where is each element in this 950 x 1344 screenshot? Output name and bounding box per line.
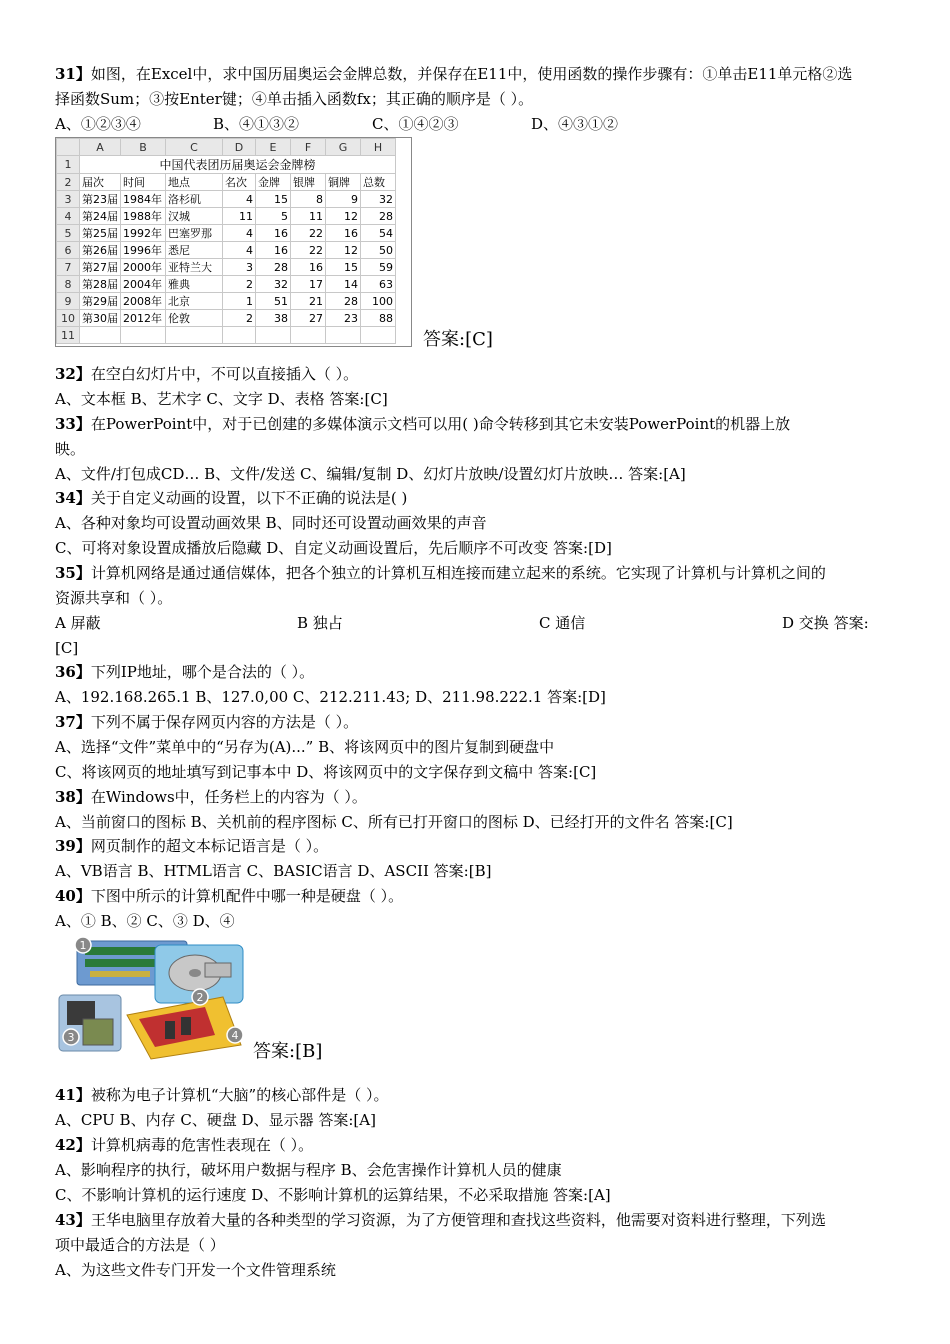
table-cell: 16	[326, 225, 361, 242]
table-cell: 28	[361, 208, 396, 225]
table-cell: 32	[361, 191, 396, 208]
table-cell: 第23届	[80, 191, 121, 208]
row-number: 3	[57, 191, 80, 208]
empty-cell	[361, 327, 396, 344]
question-text: 下列不属于保存网页内容的方法是（ ）。	[90, 713, 359, 731]
sheet-title: 中国代表团历届奥运会金牌榜	[80, 156, 396, 174]
table-cell: 15	[256, 191, 291, 208]
table-cell: 巴塞罗那	[166, 225, 223, 242]
table-cell: 亚特兰大	[166, 259, 223, 276]
q38-options: A、当前窗口的图标 B、关机前的程序图标 C、所有已打开窗口的图标 D、已经打开的文件名 答案:[C]	[55, 813, 733, 831]
q35-answer: [C]	[55, 639, 79, 657]
q32-stem	[55, 364, 358, 384]
question-text: 计算机病毒的危害性表现在（ ）。	[90, 1136, 314, 1154]
empty-cell	[80, 327, 121, 344]
col-header: C	[166, 139, 223, 156]
table-cell: 3	[223, 259, 256, 276]
table-cell: 14	[326, 276, 361, 293]
table-cell: 63	[361, 276, 396, 293]
q39-stem	[55, 836, 328, 856]
table-cell: 23	[326, 310, 361, 327]
q31-line2: 择函数Sum；③按Enter键；④单击插入函数fx；其正确的顺序是（ ）。	[55, 90, 534, 108]
table-cell: 16	[291, 259, 326, 276]
table-row	[57, 259, 396, 276]
table-cell: 2	[223, 276, 256, 293]
q41-options: A、CPU B、内存 C、硬盘 D、显示器 答案:[A]	[55, 1111, 376, 1129]
table-cell: 12	[326, 242, 361, 259]
table-cell: 4	[223, 191, 256, 208]
q35-option-c: C 通信	[539, 614, 586, 632]
q36-options: A、192.168.265.1 B、127.0,00 C、212.211.43; D、211.98.222.1 答案:[D]	[55, 688, 606, 706]
table-cell: 第24届	[80, 208, 121, 225]
table-cell: 2008年	[121, 293, 166, 310]
q37-options-ab: A、选择“文件”菜单中的“另存为(A)...” B、将该网页中的图片复制到硬盘中	[55, 738, 555, 756]
badge-2-label: 2	[196, 991, 204, 1004]
table-cell: 51	[256, 293, 291, 310]
table-cell: 15	[326, 259, 361, 276]
q37-options-cd: C、将该网页的地址填写到记事本中 D、将该网页中的文字保存到文稿中 答案:[C]	[55, 763, 597, 781]
table-cell: 洛杉矶	[166, 191, 223, 208]
q31-option-b: B、④①③②	[213, 115, 300, 133]
table-cell: 1984年	[121, 191, 166, 208]
q33-options: A、文件/打包成CD… B、文件/发送 C、编辑/复制 D、幻灯片放映/设置幻灯片放映… 答案:[A]	[55, 465, 686, 483]
excel-screenshot	[55, 137, 412, 347]
question-text: 关于自定义动画的设置，以下不正确的说法是( )	[90, 489, 408, 507]
q31-line1	[55, 64, 852, 84]
table-cell: 8	[291, 191, 326, 208]
q43-line2: 项中最适合的方法是（ ）	[55, 1236, 225, 1254]
row-number: 9	[57, 293, 80, 310]
q33-line1	[55, 414, 790, 434]
q34-stem	[55, 488, 407, 508]
table-cell: 22	[291, 225, 326, 242]
table-cell: 1988年	[121, 208, 166, 225]
table-cell: 22	[291, 242, 326, 259]
table-cell: 悉尼	[166, 242, 223, 259]
table-cell: 5	[256, 208, 291, 225]
header-cell: 总数	[361, 174, 396, 191]
q40-answer: 答案:[B]	[253, 1041, 323, 1062]
table-cell: 第25届	[80, 225, 121, 242]
empty-cell	[256, 327, 291, 344]
table-cell: 2012年	[121, 310, 166, 327]
q42-options-cd: C、不影响计算机的运行速度 D、不影响计算机的运算结果，不必采取措施 答案:[A]	[55, 1186, 611, 1204]
col-header: F	[291, 139, 326, 156]
table-cell: 11	[291, 208, 326, 225]
question-text: 下图中所示的计算机配件中哪一种是硬盘（ ）。	[90, 887, 404, 905]
empty-cell	[291, 327, 326, 344]
question-number: 37】	[55, 713, 91, 731]
table-row	[57, 276, 396, 293]
table-cell: 12	[326, 208, 361, 225]
question-text: 在PowerPoint中，对于已创建的多媒体演示文档可以用( )命令转移到其它未安装PowerPoint的机器上放	[90, 415, 791, 433]
table-cell: 28	[326, 293, 361, 310]
empty-cell	[121, 327, 166, 344]
header-cell: 地点	[166, 174, 223, 191]
question-number: 41】	[55, 1086, 91, 1104]
table-row	[57, 191, 396, 208]
question-number: 39】	[55, 837, 91, 855]
q36-stem	[55, 662, 314, 682]
q37-stem	[55, 712, 358, 732]
table-cell: 11	[223, 208, 256, 225]
table-cell: 88	[361, 310, 396, 327]
q38-stem	[55, 787, 367, 807]
col-header: B	[121, 139, 166, 156]
question-text: 被称为电子计算机“大脑”的核心部件是（ ）。	[90, 1086, 389, 1104]
empty-cell	[326, 327, 361, 344]
q35-line2: 资源共享和（ ）。	[55, 589, 173, 607]
table-cell: 59	[361, 259, 396, 276]
header-row	[57, 174, 396, 191]
question-text: 网页制作的超文本标记语言是（ ）。	[90, 837, 329, 855]
q32-options: A、文本框 B、艺术字 C、文字 D、表格 答案:[C]	[55, 390, 388, 408]
table-row	[57, 310, 396, 327]
question-text: 王华电脑里存放着大量的各种类型的学习资源，为了方便管理和查找这些资料，他需要对资料进行整理，下列选	[90, 1211, 826, 1229]
question-number: 34】	[55, 489, 91, 507]
header-cell: 时间	[121, 174, 166, 191]
q31-option-d: D、④③①②	[531, 115, 619, 133]
col-header: D	[223, 139, 256, 156]
question-number: 40】	[55, 887, 91, 905]
question-text: 计算机网络是通过通信媒体，把各个独立的计算机互相连接而建立起来的系统。它实现了计算机与计算机之间的	[90, 564, 826, 582]
question-text: 在空白幻灯片中，不可以直接插入（ ）。	[90, 365, 359, 383]
header-cell: 名次	[223, 174, 256, 191]
badge-4-label: 4	[231, 1029, 239, 1042]
q41-stem	[55, 1085, 388, 1105]
q35-option-b: B 独占	[297, 614, 343, 632]
question-text: 如图，在Excel中，求中国历届奥运会金牌总数，并保存在E11中，使用函数的操作步骤有：①单击E11单元格②选	[90, 65, 853, 83]
q31-answer: 答案:[C]	[423, 329, 493, 350]
row-number: 6	[57, 242, 80, 259]
table-cell: 1	[223, 293, 256, 310]
q31-option-c: C、①④②③	[372, 115, 459, 133]
question-number: 36】	[55, 663, 91, 681]
col-header: G	[326, 139, 361, 156]
table-cell: 汉城	[166, 208, 223, 225]
table-cell: 4	[223, 225, 256, 242]
q39-options: A、VB语言 B、HTML语言 C、BASIC语言 D、ASCII 答案:[B]	[55, 862, 492, 880]
row-number: 4	[57, 208, 80, 225]
question-number: 38】	[55, 788, 91, 806]
table-cell: 4	[223, 242, 256, 259]
empty-cell	[223, 327, 256, 344]
table-row	[57, 225, 396, 242]
q40-stem	[55, 886, 403, 906]
badge-1-label: 1	[79, 939, 87, 952]
q35-option-d: D 交换 答案:	[782, 614, 869, 632]
q35-line1	[55, 563, 826, 583]
table-cell: 1996年	[121, 242, 166, 259]
question-number: 32】	[55, 365, 91, 383]
row-number: 8	[57, 276, 80, 293]
row-number: 7	[57, 259, 80, 276]
q33-line2: 映。	[55, 440, 86, 458]
table-cell: 100	[361, 293, 396, 310]
computer-parts-image	[55, 935, 245, 1060]
col-header: A	[80, 139, 121, 156]
excel-table	[56, 138, 396, 344]
table-cell: 2000年	[121, 259, 166, 276]
table-cell: 第26届	[80, 242, 121, 259]
table-cell: 16	[256, 242, 291, 259]
table-cell: 第27届	[80, 259, 121, 276]
motherboard-icon	[127, 997, 241, 1059]
question-number: 33】	[55, 415, 91, 433]
question-number: 43】	[55, 1211, 91, 1229]
table-cell: 17	[291, 276, 326, 293]
table-cell: 第30届	[80, 310, 121, 327]
table-cell: 1992年	[121, 225, 166, 242]
table-cell: 54	[361, 225, 396, 242]
q34-options-cd: C、可将对象设置成播放后隐藏 D、自定义动画设置后，先后顺序不可改变 答案:[D]	[55, 539, 612, 557]
row-number: 5	[57, 225, 80, 242]
q42-stem	[55, 1135, 313, 1155]
row-number: 2	[57, 174, 80, 191]
table-cell: 27	[291, 310, 326, 327]
header-cell: 银牌	[291, 174, 326, 191]
question-number: 42】	[55, 1136, 91, 1154]
header-cell: 铜牌	[326, 174, 361, 191]
header-cell: 届次	[80, 174, 121, 191]
table-cell: 16	[256, 225, 291, 242]
row-number: 1	[57, 156, 80, 174]
header-cell: 金牌	[256, 174, 291, 191]
q35-option-a: A 屏蔽	[55, 614, 101, 632]
q34-options-ab: A、各种对象均可设置动画效果 B、同时还可设置动画效果的声音	[55, 514, 487, 532]
q40-options: A、① B、② C、③ D、④	[55, 912, 235, 930]
question-number: 35】	[55, 564, 91, 582]
table-cell: 雅典	[166, 276, 223, 293]
table-cell: 2	[223, 310, 256, 327]
col-header: E	[256, 139, 291, 156]
table-cell: 第29届	[80, 293, 121, 310]
empty-cell	[166, 327, 223, 344]
table-cell: 32	[256, 276, 291, 293]
table-cell: 38	[256, 310, 291, 327]
badge-3-label: 3	[67, 1031, 75, 1044]
question-number: 31】	[55, 65, 91, 83]
col-header: H	[361, 139, 396, 156]
row-number: 10	[57, 310, 80, 327]
q43-option-a: A、为这些文件专门开发一个文件管理系统	[55, 1261, 336, 1279]
table-cell: 21	[291, 293, 326, 310]
q42-options-ab: A、影响程序的执行，破坏用户数据与程序 B、会危害操作计算机人员的健康	[55, 1161, 562, 1179]
corner-cell	[57, 139, 80, 156]
question-text: 下列IP地址，哪个是合法的（ ）。	[90, 663, 315, 681]
q43-line1	[55, 1210, 826, 1230]
question-text: 在Windows中，任务栏上的内容为（ ）。	[90, 788, 367, 806]
table-cell: 北京	[166, 293, 223, 310]
table-cell: 2004年	[121, 276, 166, 293]
table-row	[57, 208, 396, 225]
table-cell: 伦敦	[166, 310, 223, 327]
q31-option-a: A、①②③④	[55, 115, 141, 133]
table-row	[57, 293, 396, 310]
table-cell: 9	[326, 191, 361, 208]
row-number: 11	[57, 327, 80, 344]
table-row	[57, 242, 396, 259]
table-cell: 50	[361, 242, 396, 259]
table-cell: 第28届	[80, 276, 121, 293]
table-cell: 28	[256, 259, 291, 276]
